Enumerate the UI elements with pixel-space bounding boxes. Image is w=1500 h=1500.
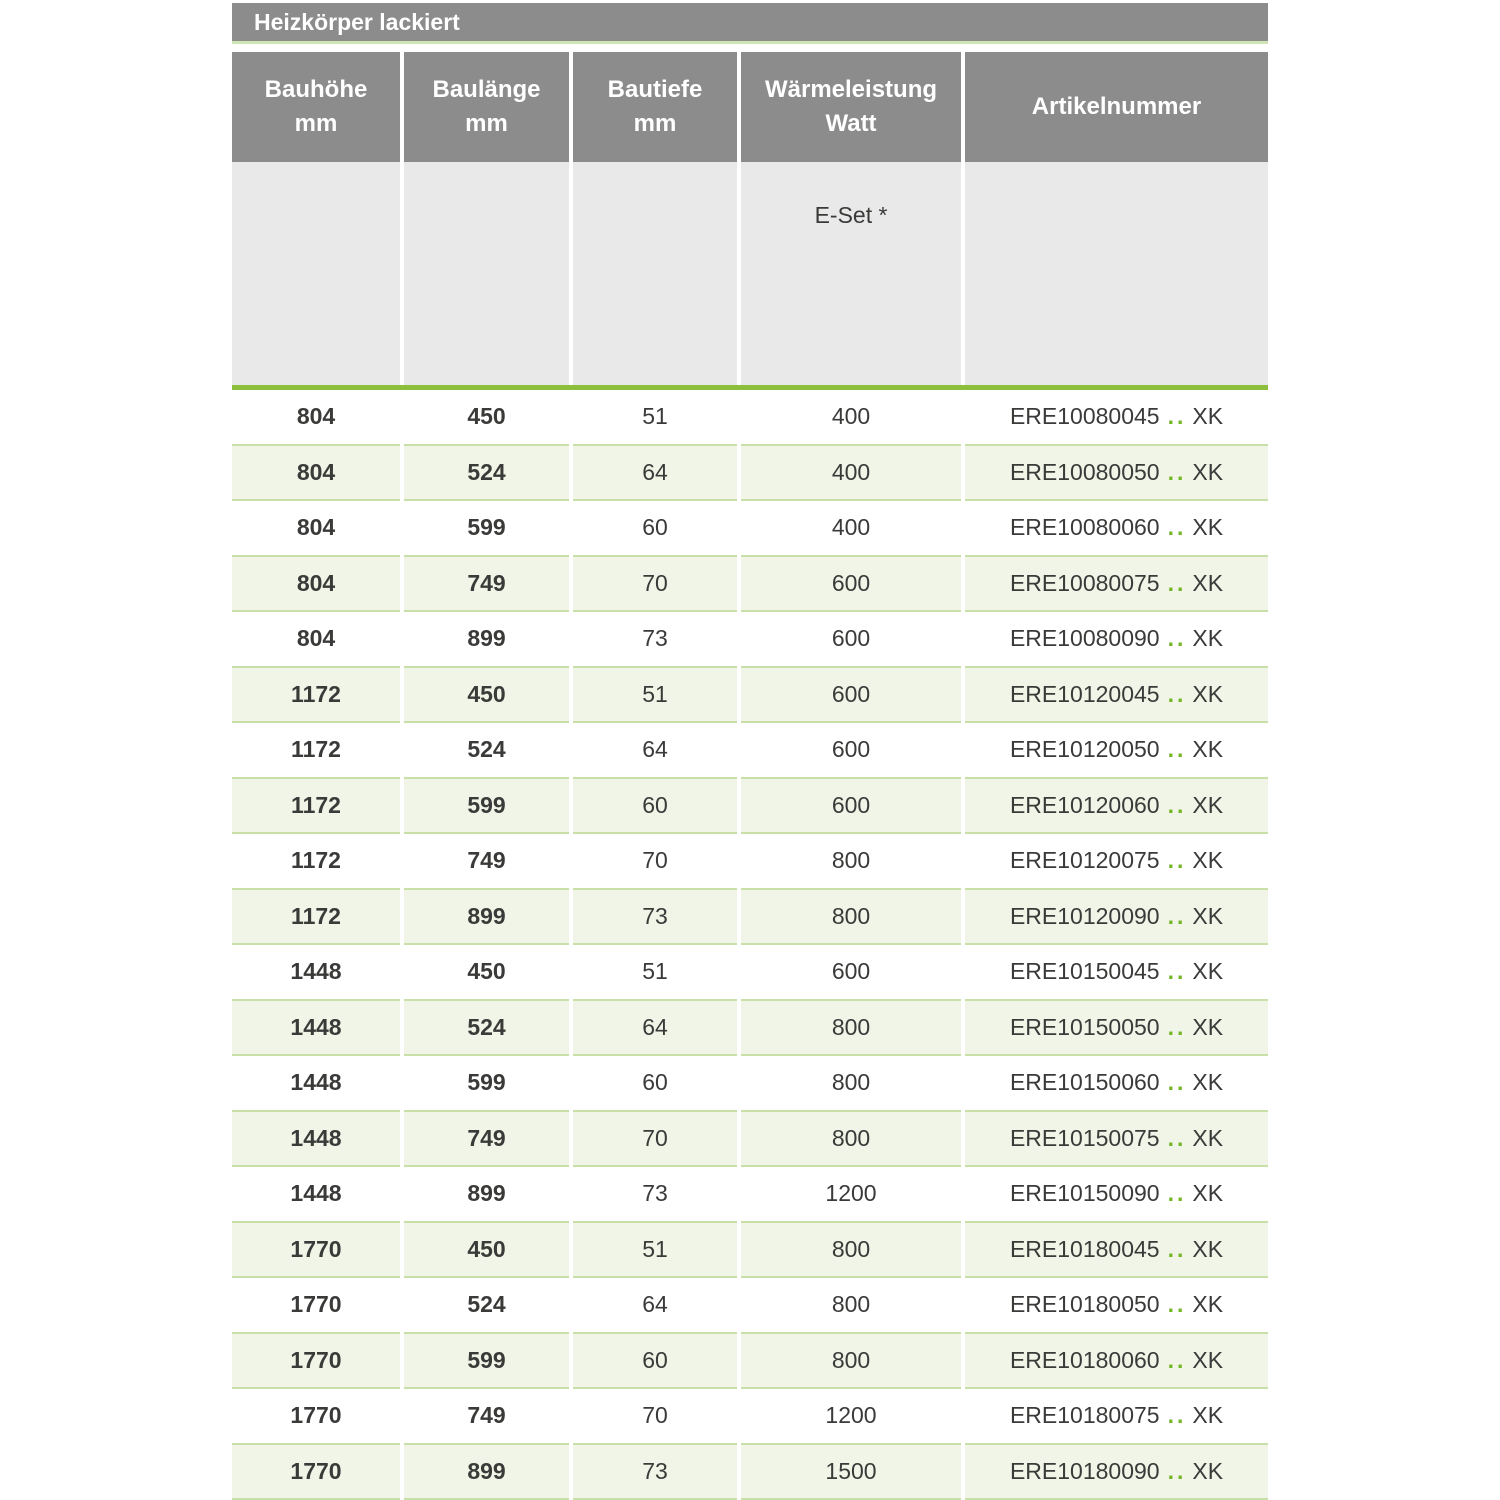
- cell-bauhoehe: [232, 612, 400, 668]
- artikelnummer-suffix: XK: [1192, 1235, 1224, 1262]
- artikelnummer-suffix: XK: [1192, 458, 1224, 485]
- bautiefe-value: 73: [642, 902, 668, 929]
- cell-bautiefe: [573, 1223, 737, 1279]
- cell-artikelnummer: [965, 1445, 1268, 1500]
- cell-artikelnummer: [965, 1001, 1268, 1057]
- watt-value: 800: [831, 1346, 871, 1373]
- cell-waermeleistung: [741, 1389, 961, 1445]
- watt-value: 800: [831, 1235, 871, 1262]
- artikel-dots: ..: [1167, 458, 1187, 485]
- baulaenge-value: 524: [467, 1291, 506, 1318]
- cell-waermeleistung: [741, 723, 961, 779]
- artikelnummer-prefix: ERE10120060: [1009, 791, 1160, 818]
- col-header-unit: mm: [633, 110, 677, 137]
- bauhoehe-value: 1448: [290, 958, 342, 985]
- cell-artikelnummer: [965, 557, 1268, 613]
- artikelnummer-prefix: ERE10180090: [1009, 1457, 1160, 1484]
- artikelnummer-prefix: ERE10180045: [1009, 1235, 1160, 1262]
- artikelnummer-prefix: ERE10080075: [1009, 569, 1160, 596]
- cell-bautiefe: [573, 1056, 737, 1112]
- subheader-cell-artikelnummer: [965, 162, 1268, 385]
- cell-baulaenge: [404, 390, 569, 446]
- cell-bauhoehe: [232, 945, 400, 1001]
- cell-baulaenge: [404, 557, 569, 613]
- cell-bauhoehe: [232, 723, 400, 779]
- baulaenge-value: 749: [467, 1124, 506, 1151]
- artikel-dots: ..: [1167, 847, 1187, 874]
- baulaenge-value: 749: [467, 1402, 506, 1429]
- bauhoehe-value: 1172: [291, 791, 341, 818]
- artikelnummer-suffix: XK: [1192, 902, 1224, 929]
- cell-bautiefe: [573, 1334, 737, 1390]
- baulaenge-value: 524: [467, 736, 506, 763]
- cell-artikelnummer: [965, 501, 1268, 557]
- cell-artikelnummer: [965, 612, 1268, 668]
- artikel-dots: ..: [1167, 1069, 1187, 1096]
- artikelnummer-prefix: ERE10080045: [1009, 403, 1160, 430]
- artikelnummer-prefix: ERE10120090: [1009, 902, 1160, 929]
- baulaenge-value: 599: [467, 791, 506, 818]
- artikelnummer-prefix: ERE10180075: [1009, 1402, 1160, 1429]
- bauhoehe-value: 1770: [290, 1235, 342, 1262]
- bauhoehe-value: 1172: [291, 902, 341, 929]
- cell-waermeleistung: [741, 612, 961, 668]
- baulaenge-value: 450: [467, 680, 506, 707]
- bauhoehe-value: 804: [296, 514, 336, 541]
- cell-bautiefe: [573, 557, 737, 613]
- baulaenge-value: 899: [467, 902, 506, 929]
- cell-bauhoehe: [232, 446, 400, 502]
- artikelnummer-prefix: ERE10080060: [1009, 514, 1160, 541]
- bauhoehe-value: 1172: [291, 736, 341, 763]
- bautiefe-value: 73: [642, 625, 668, 652]
- cell-waermeleistung: [741, 390, 961, 446]
- artikelnummer-prefix: ERE10120050: [1009, 736, 1160, 763]
- artikel-dots: ..: [1167, 1402, 1187, 1429]
- artikelnummer-suffix: XK: [1192, 625, 1224, 652]
- cell-bauhoehe: [232, 1334, 400, 1390]
- table-row: [232, 390, 1268, 446]
- artikelnummer-suffix: XK: [1192, 403, 1224, 430]
- subheader-cell-bautiefe: [573, 162, 737, 385]
- artikel-dots: ..: [1167, 1124, 1187, 1151]
- cell-baulaenge: [404, 779, 569, 835]
- cell-waermeleistung: [741, 1278, 961, 1334]
- baulaenge-value: 450: [467, 958, 506, 985]
- eset-label: E-Set *: [814, 202, 888, 228]
- col-header-label: Bautiefe: [607, 76, 703, 103]
- cell-bauhoehe: [232, 890, 400, 946]
- artikelnummer-prefix: ERE10080050: [1009, 458, 1160, 485]
- bauhoehe-value: 804: [296, 625, 336, 652]
- artikel-dots: ..: [1167, 514, 1187, 541]
- bautiefe-value: 70: [642, 1402, 668, 1429]
- cell-waermeleistung: [741, 1112, 961, 1168]
- cell-baulaenge: [404, 723, 569, 779]
- bautiefe-value: 70: [642, 569, 668, 596]
- baulaenge-value: 599: [467, 1069, 506, 1096]
- table-row: [232, 1056, 1268, 1112]
- cell-artikelnummer: [965, 1334, 1268, 1390]
- artikelnummer-suffix: XK: [1192, 847, 1224, 874]
- artikel-dots: ..: [1167, 680, 1187, 707]
- cell-waermeleistung: [741, 446, 961, 502]
- bautiefe-value: 73: [642, 1180, 668, 1207]
- table-row: [232, 1334, 1268, 1390]
- col-header-baulaenge: [404, 52, 569, 162]
- table-row: [232, 501, 1268, 557]
- cell-waermeleistung: [741, 945, 961, 1001]
- watt-value: 600: [831, 680, 871, 707]
- subheader-cell-eset: [741, 162, 961, 385]
- bautiefe-value: 60: [642, 514, 668, 541]
- cell-bautiefe: [573, 1445, 737, 1500]
- artikelnummer-suffix: XK: [1192, 1291, 1224, 1318]
- bauhoehe-value: 804: [296, 403, 336, 430]
- artikelnummer-prefix: ERE10120045: [1009, 680, 1160, 707]
- cell-artikelnummer: [965, 1167, 1268, 1223]
- cell-waermeleistung: [741, 501, 961, 557]
- watt-value: 1200: [825, 1180, 877, 1207]
- col-header-unit: mm: [465, 110, 508, 137]
- cell-waermeleistung: [741, 779, 961, 835]
- col-header-unit: mm: [294, 110, 338, 137]
- cell-bautiefe: [573, 390, 737, 446]
- baulaenge-value: 899: [467, 625, 506, 652]
- cell-baulaenge: [404, 1334, 569, 1390]
- cell-waermeleistung: [741, 1445, 961, 1500]
- cell-baulaenge: [404, 1278, 569, 1334]
- table-row: [232, 1389, 1268, 1445]
- artikelnummer-prefix: ERE10150090: [1009, 1180, 1160, 1207]
- artikelnummer-prefix: ERE10150075: [1009, 1124, 1160, 1151]
- artikel-dots: ..: [1167, 791, 1187, 818]
- col-header-artikelnummer: [965, 52, 1268, 162]
- cell-baulaenge: [404, 1001, 569, 1057]
- watt-value: 800: [831, 902, 871, 929]
- table-body: [232, 390, 1268, 1500]
- cell-bauhoehe: [232, 779, 400, 835]
- artikelnummer-suffix: XK: [1192, 791, 1224, 818]
- artikel-dots: ..: [1167, 1235, 1187, 1262]
- watt-value: 1500: [825, 1457, 877, 1484]
- watt-value: 800: [831, 1013, 871, 1040]
- bautiefe-value: 60: [642, 1346, 668, 1373]
- cell-artikelnummer: [965, 390, 1268, 446]
- bauhoehe-value: 1448: [290, 1124, 342, 1151]
- baulaenge-value: 524: [467, 1013, 506, 1040]
- baulaenge-value: 450: [467, 403, 506, 430]
- table-row: [232, 779, 1268, 835]
- artikelnummer-prefix: ERE10080090: [1009, 625, 1160, 652]
- cell-artikelnummer: [965, 779, 1268, 835]
- cell-bauhoehe: [232, 501, 400, 557]
- cell-baulaenge: [404, 1389, 569, 1445]
- bauhoehe-value: 1770: [290, 1291, 342, 1318]
- artikel-dots: ..: [1167, 1180, 1187, 1207]
- table-row: [232, 890, 1268, 946]
- cell-artikelnummer: [965, 723, 1268, 779]
- table-row: [232, 1223, 1268, 1279]
- cell-bauhoehe: [232, 668, 400, 724]
- artikelnummer-prefix: ERE10150045: [1009, 958, 1160, 985]
- table-row: [232, 557, 1268, 613]
- col-header-bautiefe: [573, 52, 737, 162]
- artikelnummer-suffix: XK: [1192, 1180, 1224, 1207]
- cell-baulaenge: [404, 446, 569, 502]
- artikel-dots: ..: [1167, 1013, 1187, 1040]
- bauhoehe-value: 1448: [290, 1180, 342, 1207]
- bautiefe-value: 60: [642, 1069, 668, 1096]
- cell-bauhoehe: [232, 390, 400, 446]
- bautiefe-value: 70: [642, 847, 668, 874]
- cell-waermeleistung: [741, 1334, 961, 1390]
- cell-bauhoehe: [232, 1445, 400, 1500]
- cell-bautiefe: [573, 723, 737, 779]
- cell-artikelnummer: [965, 446, 1268, 502]
- cell-baulaenge: [404, 1112, 569, 1168]
- watt-value: 400: [831, 458, 871, 485]
- table-row: [232, 1001, 1268, 1057]
- table-row: [232, 1167, 1268, 1223]
- watt-value: 600: [831, 625, 871, 652]
- cell-bauhoehe: [232, 834, 400, 890]
- artikelnummer-suffix: XK: [1192, 1069, 1224, 1096]
- cell-bautiefe: [573, 1001, 737, 1057]
- table-row: [232, 1445, 1268, 1500]
- bautiefe-value: 60: [642, 791, 668, 818]
- table-row: [232, 1278, 1268, 1334]
- artikelnummer-prefix: ERE10180050: [1009, 1291, 1160, 1318]
- bauhoehe-value: 1770: [290, 1346, 342, 1373]
- artikel-dots: ..: [1167, 403, 1187, 430]
- cell-artikelnummer: [965, 890, 1268, 946]
- watt-value: 400: [831, 403, 871, 430]
- bauhoehe-value: 1172: [291, 847, 341, 874]
- cell-artikelnummer: [965, 1389, 1268, 1445]
- subheader-cell-baulaenge: [404, 162, 569, 385]
- cell-bauhoehe: [232, 1056, 400, 1112]
- table-title: Heizkörper lackiert: [232, 3, 1268, 41]
- cell-bautiefe: [573, 779, 737, 835]
- baulaenge-value: 899: [467, 1457, 506, 1484]
- artikel-dots: ..: [1167, 1346, 1187, 1373]
- artikel-dots: ..: [1167, 902, 1187, 929]
- baulaenge-value: 524: [467, 458, 506, 485]
- bautiefe-value: 70: [642, 1124, 668, 1151]
- table-row: [232, 945, 1268, 1001]
- artikel-dots: ..: [1167, 625, 1187, 652]
- cell-bauhoehe: [232, 1389, 400, 1445]
- artikelnummer-suffix: XK: [1192, 958, 1224, 985]
- cell-artikelnummer: [965, 834, 1268, 890]
- cell-artikelnummer: [965, 1112, 1268, 1168]
- artikelnummer-prefix: ERE10150050: [1009, 1013, 1160, 1040]
- cell-artikelnummer: [965, 668, 1268, 724]
- cell-bautiefe: [573, 834, 737, 890]
- cell-bauhoehe: [232, 557, 400, 613]
- artikel-dots: ..: [1167, 736, 1187, 763]
- bauhoehe-value: 1448: [290, 1013, 342, 1040]
- baulaenge-value: 450: [467, 1235, 506, 1262]
- col-header-label: Bauhöhe: [264, 76, 368, 103]
- bauhoehe-value: 1770: [290, 1457, 342, 1484]
- cell-bauhoehe: [232, 1001, 400, 1057]
- artikelnummer-prefix: ERE10180060: [1009, 1346, 1160, 1373]
- cell-baulaenge: [404, 612, 569, 668]
- bautiefe-value: 64: [642, 1291, 668, 1318]
- artikel-dots: ..: [1167, 958, 1187, 985]
- col-header-label: Wärmeleistung: [764, 76, 938, 103]
- cell-artikelnummer: [965, 945, 1268, 1001]
- cell-bautiefe: [573, 1389, 737, 1445]
- bautiefe-value: 51: [642, 1235, 668, 1262]
- cell-bautiefe: [573, 446, 737, 502]
- bautiefe-value: 64: [642, 458, 668, 485]
- product-table: [232, 3, 1268, 1500]
- table-row: [232, 834, 1268, 890]
- table-row: [232, 1112, 1268, 1168]
- cell-waermeleistung: [741, 668, 961, 724]
- artikelnummer-suffix: XK: [1192, 514, 1224, 541]
- table-row: [232, 723, 1268, 779]
- cell-bauhoehe: [232, 1278, 400, 1334]
- bautiefe-value: 64: [642, 1013, 668, 1040]
- cell-bautiefe: [573, 501, 737, 557]
- subheader-cell-bauhoehe: [232, 162, 400, 385]
- cell-waermeleistung: [741, 1056, 961, 1112]
- cell-baulaenge: [404, 890, 569, 946]
- cell-baulaenge: [404, 945, 569, 1001]
- artikelnummer-suffix: XK: [1192, 569, 1224, 596]
- watt-value: 1200: [825, 1402, 877, 1429]
- cell-bautiefe: [573, 1112, 737, 1168]
- watt-value: 800: [831, 1069, 871, 1096]
- watt-value: 600: [831, 958, 871, 985]
- cell-bauhoehe: [232, 1167, 400, 1223]
- watt-value: 600: [831, 569, 871, 596]
- artikelnummer-suffix: XK: [1192, 1457, 1224, 1484]
- cell-baulaenge: [404, 1223, 569, 1279]
- cell-artikelnummer: [965, 1278, 1268, 1334]
- subheader-row: [232, 162, 1268, 385]
- watt-value: 400: [831, 514, 871, 541]
- bauhoehe-value: 804: [296, 569, 336, 596]
- cell-baulaenge: [404, 668, 569, 724]
- watt-value: 600: [831, 791, 871, 818]
- artikelnummer-suffix: XK: [1192, 680, 1224, 707]
- table-row: [232, 446, 1268, 502]
- bauhoehe-value: 804: [296, 458, 336, 485]
- cell-baulaenge: [404, 501, 569, 557]
- baulaenge-value: 749: [467, 569, 506, 596]
- col-header-unit: Watt: [825, 110, 877, 137]
- cell-waermeleistung: [741, 1001, 961, 1057]
- cell-waermeleistung: [741, 890, 961, 946]
- cell-bauhoehe: [232, 1112, 400, 1168]
- cell-artikelnummer: [965, 1056, 1268, 1112]
- artikelnummer-suffix: XK: [1192, 1346, 1224, 1373]
- baulaenge-value: 899: [467, 1180, 506, 1207]
- cell-bautiefe: [573, 890, 737, 946]
- artikelnummer-suffix: XK: [1192, 1013, 1224, 1040]
- cell-bautiefe: [573, 668, 737, 724]
- bautiefe-value: 51: [642, 680, 668, 707]
- bautiefe-value: 64: [642, 736, 668, 763]
- cell-waermeleistung: [741, 557, 961, 613]
- bauhoehe-value: 1172: [291, 680, 341, 707]
- header-row: [232, 52, 1268, 162]
- cell-waermeleistung: [741, 1223, 961, 1279]
- title-divider: [232, 41, 1268, 44]
- bauhoehe-value: 1448: [290, 1069, 342, 1096]
- col-header-bauhoehe: [232, 52, 400, 162]
- artikelnummer-suffix: XK: [1192, 1124, 1224, 1151]
- cell-bautiefe: [573, 945, 737, 1001]
- table-row: [232, 668, 1268, 724]
- cell-bauhoehe: [232, 1223, 400, 1279]
- watt-value: 800: [831, 1291, 871, 1318]
- col-header-waermeleistung: [741, 52, 961, 162]
- bautiefe-value: 73: [642, 1457, 668, 1484]
- baulaenge-value: 599: [467, 514, 506, 541]
- bauhoehe-value: 1770: [290, 1402, 342, 1429]
- artikelnummer-prefix: ERE10150060: [1009, 1069, 1160, 1096]
- bautiefe-value: 51: [642, 958, 668, 985]
- cell-bautiefe: [573, 612, 737, 668]
- cell-waermeleistung: [741, 1167, 961, 1223]
- table-row: [232, 612, 1268, 668]
- baulaenge-value: 749: [467, 847, 506, 874]
- watt-value: 800: [831, 1124, 871, 1151]
- watt-value: 800: [831, 847, 871, 874]
- artikel-dots: ..: [1167, 1291, 1187, 1318]
- watt-value: 600: [831, 736, 871, 763]
- cell-bautiefe: [573, 1278, 737, 1334]
- bautiefe-value: 51: [642, 403, 668, 430]
- cell-artikelnummer: [965, 1223, 1268, 1279]
- artikelnummer-suffix: XK: [1192, 1402, 1224, 1429]
- artikelnummer-suffix: XK: [1192, 736, 1224, 763]
- col-header-label: Baulänge: [432, 76, 541, 103]
- artikel-dots: ..: [1167, 1457, 1187, 1484]
- cell-baulaenge: [404, 834, 569, 890]
- cell-baulaenge: [404, 1056, 569, 1112]
- col-header-label: Artikelnummer: [1031, 93, 1202, 120]
- cell-baulaenge: [404, 1445, 569, 1500]
- artikelnummer-prefix: ERE10120075: [1009, 847, 1160, 874]
- cell-baulaenge: [404, 1167, 569, 1223]
- cell-waermeleistung: [741, 834, 961, 890]
- cell-bautiefe: [573, 1167, 737, 1223]
- artikel-dots: ..: [1167, 569, 1187, 596]
- baulaenge-value: 599: [467, 1346, 506, 1373]
